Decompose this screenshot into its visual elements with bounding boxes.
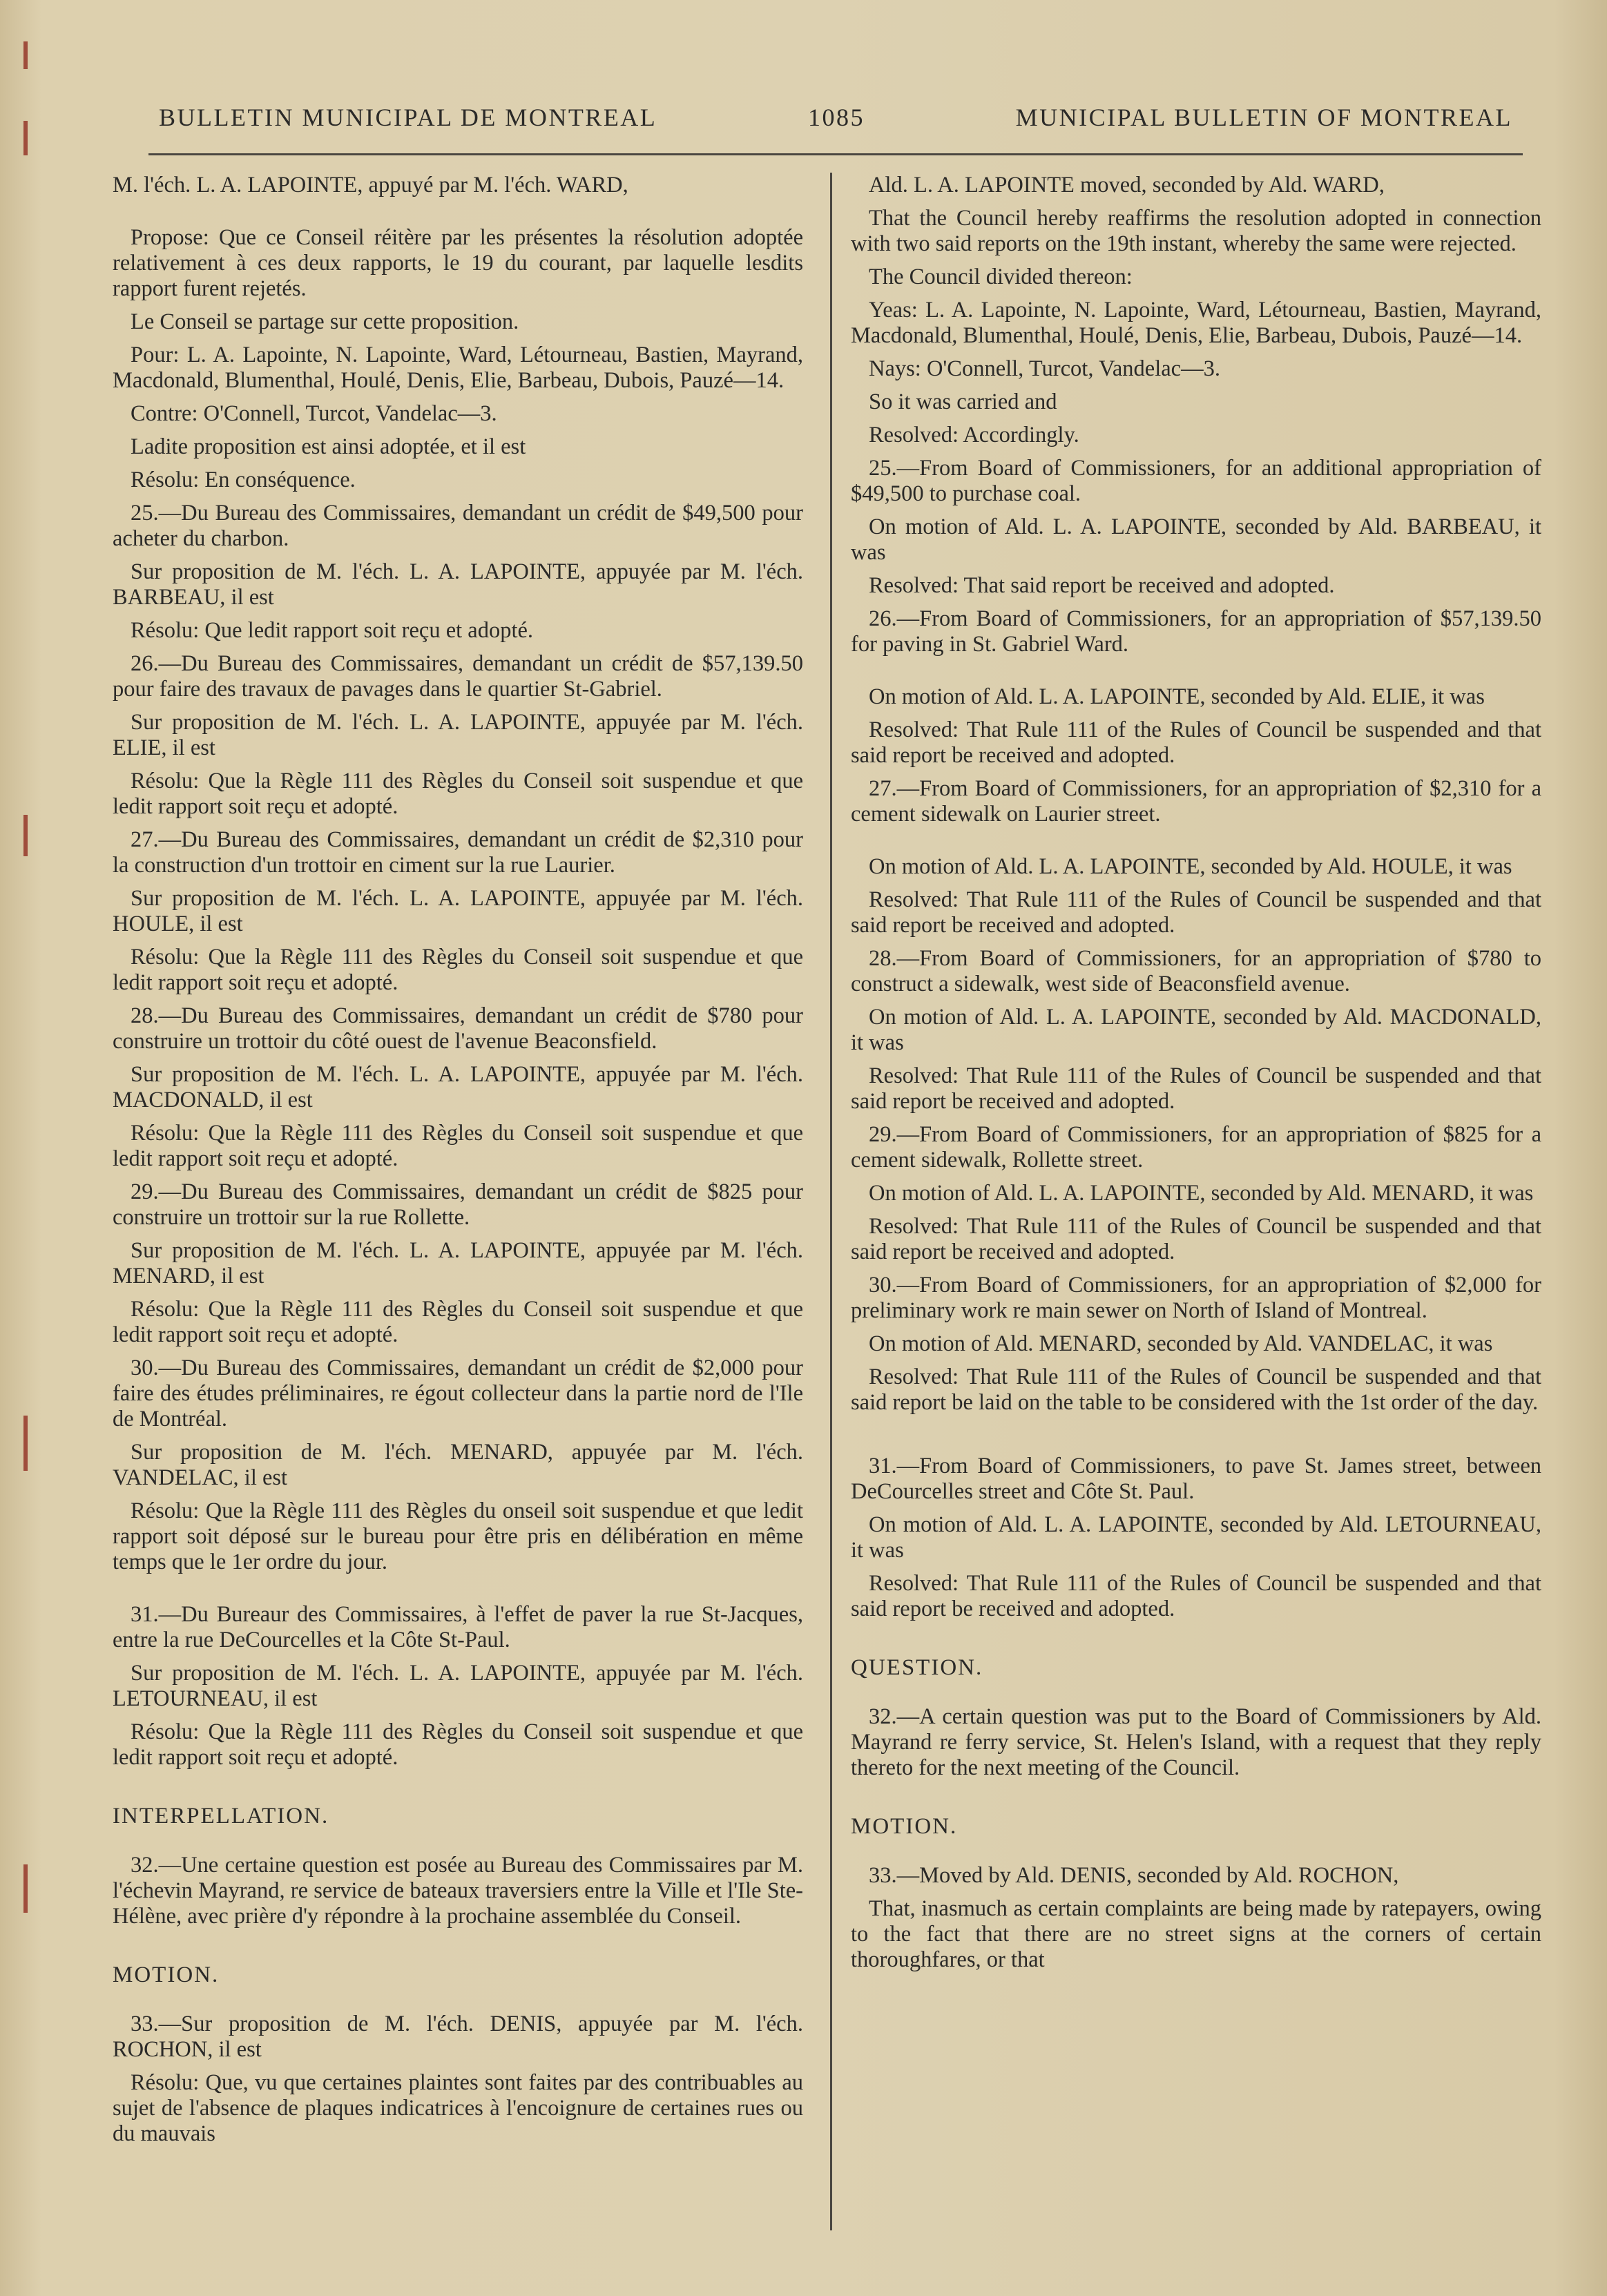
paragraph: Résolu: Que ledit rapport soit reçu et adopté. [131, 618, 534, 643]
paragraph: Resolved: That Rule 111 of the Rules of Council be suspended and that said report be received and adopted. [851, 1571, 1541, 1621]
paragraph: Resolved: That said report be received and adopted. [869, 573, 1335, 598]
paragraph: Sur proposition de M. l'éch. L. A. LAPOINTE, appuyée par M. l'éch. HOULE, il est [113, 886, 803, 936]
paragraph: Resolved: That Rule 111 of the Rules of Council be suspended and that said report be received and adopted. [851, 717, 1541, 768]
paragraph: Résolu: Que la Règle 111 des Règles du Conseil soit suspendue et que ledit rapport soit reçu et adopté. [113, 1121, 803, 1171]
paragraph: 32.—A certain question was put to the Board of Commissioners by Ald. Mayrand re ferry service, St. Helen's Island, with a request that they reply thereto for the next meeting of the Council. [851, 1704, 1541, 1780]
paragraph: So it was carried and [869, 389, 1057, 414]
paragraph: 27.—From Board of Commissioners, for an appropriation of $2,310 for a cement sidewalk on Laurier street. [851, 776, 1541, 827]
paragraph: 25.—From Board of Commissioners, for an additional appropriation of $49,500 to purchase coal. [851, 456, 1541, 506]
paragraph: Résolu: Que la Règle 111 des Règles du Conseil soit suspendue et que ledit rapport soit reçu et adopté. [113, 769, 803, 819]
header-english-title: MUNICIPAL BULLETIN OF MONTREAL [1015, 104, 1512, 131]
paragraph: Sur proposition de M. l'éch. L. A. LAPOINTE, appuyée par M. l'éch. ELIE, il est [113, 710, 803, 760]
paragraph: Le Conseil se partage sur cette proposition. [131, 309, 519, 334]
paragraph: That, inasmuch as certain complaints are being made by ratepayers, owing to the fact that there are no street signs at the corners of certain thoroughfares, or that [851, 1896, 1541, 1972]
paragraph: 27.—Du Bureau des Commissaires, demandant un crédit de $2,310 pour la construction d'un trottoir en ciment sur la rue Laurier. [113, 827, 803, 878]
paragraph: 26.—From Board of Commissioners, for an appropriation of $57,139.50 for paving in St. Gabriel Ward. [851, 606, 1541, 657]
paragraph: On motion of Ald. L. A. LAPOINTE, seconded by Ald. ELIE, it was [869, 684, 1485, 709]
page-number: 1085 [807, 104, 865, 131]
paragraph: On motion of Ald. MENARD, seconded by Ald. VANDELAC, it was [869, 1331, 1493, 1356]
paragraph: Résolu: Que la Règle 111 des Règles du Conseil soit suspendue et que ledit rapport soit reçu et adopté. [113, 1297, 803, 1347]
paragraph: Propose: Que ce Conseil réitère par les présentes la résolution adoptée relativement à ces deux rapports, le 19 du courant, par laquelle lesdits rapport furent rejetés. [113, 225, 803, 301]
paragraph: Ald. L. A. LAPOINTE moved, seconded by Ald. WARD, [869, 173, 1385, 197]
paragraph: Sur proposition de M. l'éch. L. A. LAPOINTE, appuyée par M. l'éch. BARBEAU, il est [113, 559, 803, 610]
paragraph: Nays: O'Connell, Turcot, Vandelac—3. [869, 356, 1220, 381]
english-column [851, 173, 1541, 1980]
paragraph: 28.—Du Bureau des Commissaires, demandant un crédit de $780 pour construire un trottoir du côté ouest de l'avenue Beaconsfield. [113, 1003, 803, 1054]
paragraph: 33.—Moved by Ald. DENIS, seconded by Ald. ROCHON, [869, 1863, 1399, 1888]
section-heading-motion: MOTION. [113, 1962, 220, 1987]
paragraph: On motion of Ald. L. A. LAPOINTE, seconded by Ald. HOULE, it was [869, 854, 1512, 879]
paragraph: 28.—From Board of Commissioners, for an appropriation of $780 to construct a sidewalk, west side of Beaconsfield avenue. [851, 946, 1541, 996]
paragraph: Resolved: That Rule 111 of the Rules of Council be suspended and that said report be received and adopted. [851, 1063, 1541, 1114]
paragraph: 33.—Sur proposition de M. l'éch. DENIS, appuyée par M. l'éch. ROCHON, il est [113, 2012, 803, 2062]
french-column [113, 173, 803, 2154]
paragraph: That the Council hereby reaffirms the resolution adopted in connection with two said reports on the 19th instant, whereby the same were rejected. [851, 206, 1541, 256]
paragraph: Sur proposition de M. l'éch. L. A. LAPOINTE, appuyée par M. l'éch. MACDONALD, il est [113, 1062, 803, 1112]
header-french-title: BULLETIN MUNICIPAL DE MONTREAL [159, 104, 657, 131]
paragraph: 30.—From Board of Commissioners, for an appropriation of $2,000 for preliminary work re main sewer on North of Island of Montreal. [851, 1273, 1541, 1323]
paragraph: Resolved: That Rule 111 of the Rules of Council be suspended and that said report be received and adopted. [851, 887, 1541, 938]
header-rule [148, 153, 1523, 155]
paragraph: Ladite proposition est ainsi adoptée, et il est [131, 434, 526, 459]
paragraph: Resolved: Accordingly. [869, 423, 1079, 447]
paragraph: Résolu: Que la Règle 111 des Règles du Conseil soit suspendue et que ledit rapport soit reçu et adopté. [113, 945, 803, 995]
paragraph: Sur proposition de M. l'éch. MENARD, appuyée par M. l'éch. VANDELAC, il est [113, 1440, 803, 1490]
binding-mark [23, 41, 28, 69]
paragraph: Résolu: Que la Règle 111 des Règles du Conseil soit suspendue et que ledit rapport soit reçu et adopté. [113, 1719, 803, 1770]
column-divider [830, 173, 832, 2230]
paragraph: 30.—Du Bureau des Commissaires, demandant un crédit de $2,000 pour faire des études préliminaires, re égout collecteur dans la partie nord de l'Ile de Montréal. [113, 1356, 803, 1431]
binding-mark [23, 121, 28, 155]
paragraph: Pour: L. A. Lapointe, N. Lapointe, Ward, Létourneau, Bastien, Mayrand, Macdonald, Blumenthal, Houlé, Denis, Elie, Barbeau, Dubois, Pauzé—14. [113, 343, 803, 393]
binding-mark [23, 1864, 28, 1913]
section-heading-question: QUESTION. [851, 1655, 983, 1680]
paragraph: On motion of Ald. L. A. LAPOINTE, seconded by Ald. MACDONALD, it was [851, 1005, 1541, 1055]
paragraph: 29.—From Board of Commissioners, for an appropriation of $825 for a cement sidewalk, Rollette street. [851, 1122, 1541, 1173]
section-heading-motion: MOTION. [851, 1814, 958, 1839]
paragraph: Résolu: Que, vu que certaines plaintes sont faites par des contribuables au sujet de l'absence de plaques indicatrices à l'encoignure de certaines rues ou du mauvais [113, 2070, 803, 2146]
binding-mark [23, 1416, 28, 1471]
paragraph: Sur proposition de M. l'éch. L. A. LAPOINTE, appuyée par M. l'éch. MENARD, il est [113, 1238, 803, 1289]
paragraph: 31.—Du Bureaur des Commissaires, à l'effet de paver la rue St-Jacques, entre la rue DeCourcelles et la Côte St-Paul. [113, 1602, 803, 1652]
paragraph: Contre: O'Connell, Turcot, Vandelac—3. [131, 401, 497, 426]
paragraph: 25.—Du Bureau des Commissaires, demandant un crédit de $49,500 pour acheter du charbon. [113, 501, 803, 551]
paragraph: 31.—From Board of Commissioners, to pave St. James street, between DeCourcelles street and Côte St. Paul. [851, 1454, 1541, 1504]
paragraph: The Council divided thereon: [869, 264, 1133, 289]
paragraph: On motion of Ald. L. A. LAPOINTE, seconded by Ald. MENARD, it was [869, 1181, 1534, 1206]
paragraph: 29.—Du Bureau des Commissaires, demandant un crédit de $825 pour construire un trottoir sur la rue Rollette. [113, 1179, 803, 1230]
paragraph: Résolu: Que la Règle 111 des Règles du onseil soit suspendue et que ledit rapport soit déposé sur le bureau pour être pris en délibération en même temps que le 1er ordre du jour. [113, 1498, 803, 1574]
paragraph: 32.—Une certaine question est posée au Bureau des Commissaires par M. l'échevin Mayrand, re service de bateaux traversiers entre la Ville et l'Ile Ste-Hélène, avec prière d'y répondre à la prochaine assemblée du Conseil. [113, 1853, 803, 1929]
paragraph: Résolu: En conséquence. [131, 467, 356, 492]
binding-mark [23, 815, 28, 856]
section-heading-interpellation: INTERPELLATION. [113, 1804, 329, 1829]
paragraph: Sur proposition de M. l'éch. L. A. LAPOINTE, appuyée par M. l'éch. LETOURNEAU, il est [113, 1661, 803, 1711]
paragraph: M. l'éch. L. A. LAPOINTE, appuyé par M. l'éch. WARD, [113, 173, 628, 197]
page-header [159, 97, 1512, 138]
paragraph: On motion of Ald. L. A. LAPOINTE, seconded by Ald. LETOURNEAU, it was [851, 1512, 1541, 1563]
paragraph: On motion of Ald. L. A. LAPOINTE, seconded by Ald. BARBEAU, it was [851, 514, 1541, 565]
paragraph: Resolved: That Rule 111 of the Rules of Council be suspended and that said report be received and adopted. [851, 1214, 1541, 1264]
paragraph: Yeas: L. A. Lapointe, N. Lapointe, Ward, Létourneau, Bastien, Mayrand, Macdonald, Blumenthal, Houlé, Denis, Elie, Barbeau, Dubois, Pauzé—14. [851, 298, 1541, 348]
paragraph: 26.—Du Bureau des Commissaires, demandant un crédit de $57,139.50 pour faire des travaux de pavages dans le quartier St-Gabriel. [113, 651, 803, 702]
paragraph: Resolved: That Rule 111 of the Rules of Council be suspended and that said report be laid on the table to be considered with the 1st order of the day. [851, 1364, 1541, 1415]
